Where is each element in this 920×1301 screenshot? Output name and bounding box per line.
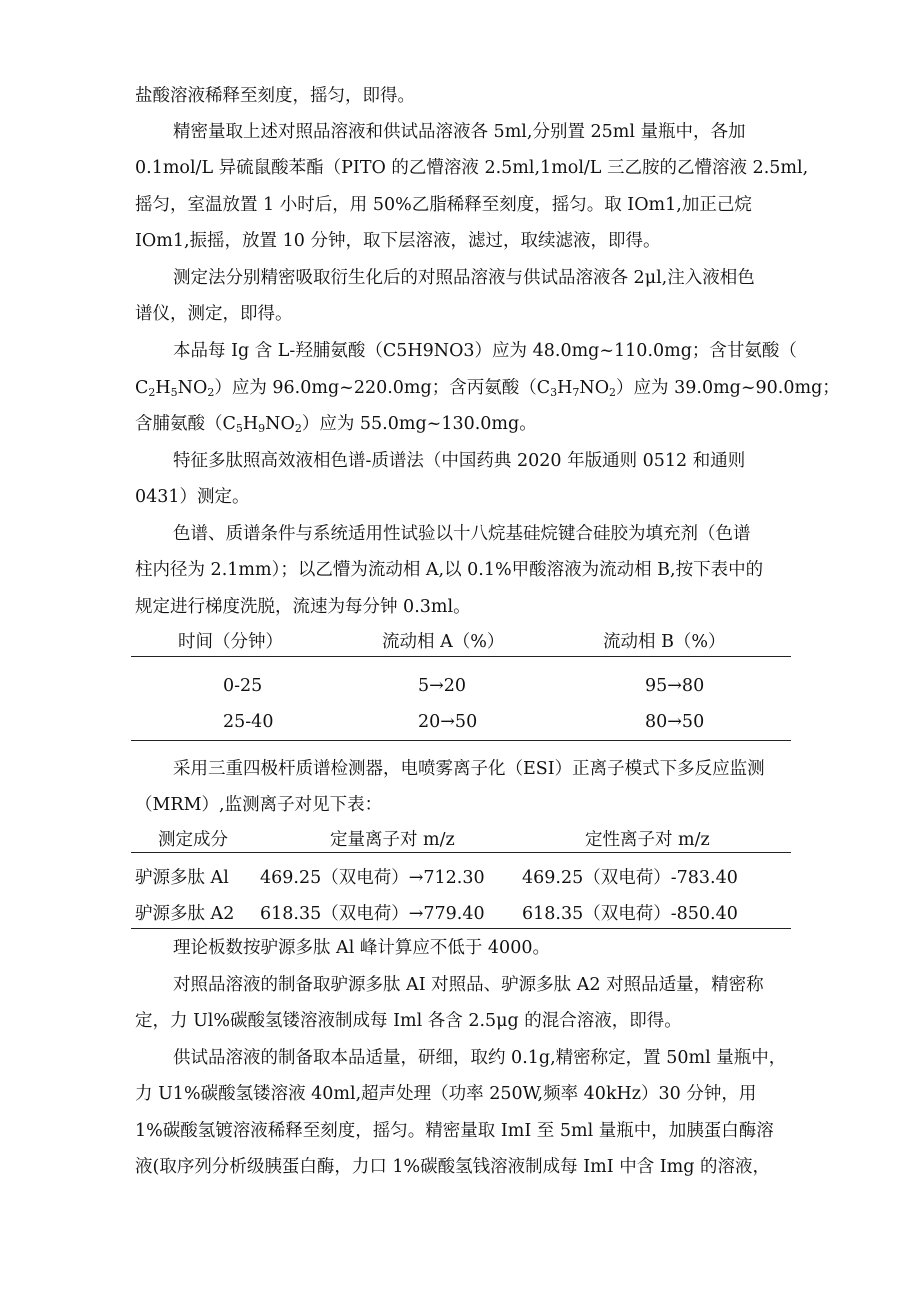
table-cell: 驴源多肽 A2 [135,904,235,924]
text-line: 0431）测定。 [135,487,250,507]
text-line: IOm1,振摇，放置 10 分钟，取下层溶液，滤过，取续滤液，即得。 [135,231,661,251]
text-line: 0.1mol/L 异硫鼠酸苯酯（PITO 的乙懵溶液 2.5ml,1mol/L 三乙胺的乙懵溶液 2.5ml, [135,158,809,178]
table-cell: 80→50 [645,712,705,732]
table-cell: 618.35（双电荷）-850.40 [522,904,738,924]
text-line: 定，力 Ul%碳酸氢镂溶液制成每 Iml 各含 2.5μg 的混合溶液，即得。 [135,1011,682,1031]
text-line: 摇匀，室温放置 1 小时后，用 50%乙脂稀释至刻度，摇匀。取 IOm1,加正己烷 [135,195,752,215]
text-line: 理论板数按驴源多肽 Al 峰计算应不低于 4000。 [173,938,550,958]
text-line: 柱内径为 2.1mm）；以乙懵为流动相 A,以 0.1%甲酸溶液为流动相 B,按下表中的 [135,560,764,580]
table-cell: 469.25（双电荷）-783.40 [522,868,738,888]
text-line: 液(取序列分析级胰蛋白酶，力口 1%碳酸氢钱溶液制成每 ImI 中含 Img 的溶液， [135,1157,771,1177]
text-line: 谱仪，测定，即得。 [135,304,293,324]
table-cell: 驴源多肽 Al [135,868,229,888]
table-cell: 618.35（双电荷）→779.40 [260,904,485,924]
text-line: 测定法分别精密吸取衍生化后的对照品溶液与供试品溶液各 2μl,注入液相色 [173,268,755,288]
formula-line: 含脯氨酸$(C_5H_9NO_2)$应为 55.0mg~130.0mg。 [135,414,537,435]
text-line: 特征多肽照高效液相色谱-质谱法（中国药典 2020 年版通则 0512 和通则 [173,451,746,471]
text-line: 盐酸溶液稀释至刻度，摇匀，即得。 [135,86,415,106]
text-line: 本品每 Ig 含 L-羟脯氨酸（C5H9NO3）应为 48.0mg~110.0mg；含甘氨酸（ [173,341,797,361]
text-line: 1%碳酸氢镀溶液稀释至刻度，摇匀。精密量取 ImI 至 5ml 量瓶中，加胰蛋白酶溶 [135,1121,774,1141]
text-line: 采用三重四极杆质谱检测器，电喷雾离子化（ESI）正离子模式下多反应监测 [173,759,765,779]
table-header: 流动相 A（%） [382,632,505,652]
table-header: 定量离子对 m/z [330,830,455,850]
table-header: 时间（分钟） [178,632,283,652]
table-cell: 0-25 [223,676,263,696]
table-rule [131,928,791,929]
table-cell: 95→80 [645,676,705,696]
table-rule [131,852,791,853]
text-line: 供试品溶液的制备取本品适量，研细，取约 0.1g,精密称定，置 50ml 量瓶中， [173,1048,787,1068]
table-header: 定性离子对 m/z [585,830,710,850]
table-header: 测定成分 [158,830,228,850]
text-line: 力 U1%碳酸氢镂溶液 40ml,超声处理（功率 250W,频率 40kHz）30 分钟，用 [135,1084,757,1104]
table-cell: 469.25（双电荷）→712.30 [260,868,485,888]
table-cell: 5→20 [418,676,467,696]
text-line: （MRM）,监测离子对见下表： [135,795,383,815]
table-rule [131,740,791,741]
table-rule [131,656,791,657]
text-line: 规定进行梯度洗脱，流速为每分钟 0.3ml。 [135,597,471,617]
formula-line: $C_2H_5NO_2$）应为 96.0mg~220.0mg；含丙氨酸$(C_3H_7NO_2)$应为 39.0mg~90.0mg； [135,378,840,399]
text-line: 精密量取上述对照品溶液和供试品溶液各 5ml,分别置 25ml 量瓶中，各加 [173,122,746,142]
table-cell: 20→50 [418,712,478,732]
text-line: 色谱、质谱条件与系统适用性试验以十八烷基硅烷键合硅胶为填充剂（色谱 [173,524,751,544]
text-line: 对照品溶液的制备取驴源多肽 AI 对照品、驴源多肽 A2 对照品适量，精密称 [173,975,764,995]
table-header: 流动相 B（%） [603,632,726,652]
table-cell: 25-40 [223,712,274,732]
